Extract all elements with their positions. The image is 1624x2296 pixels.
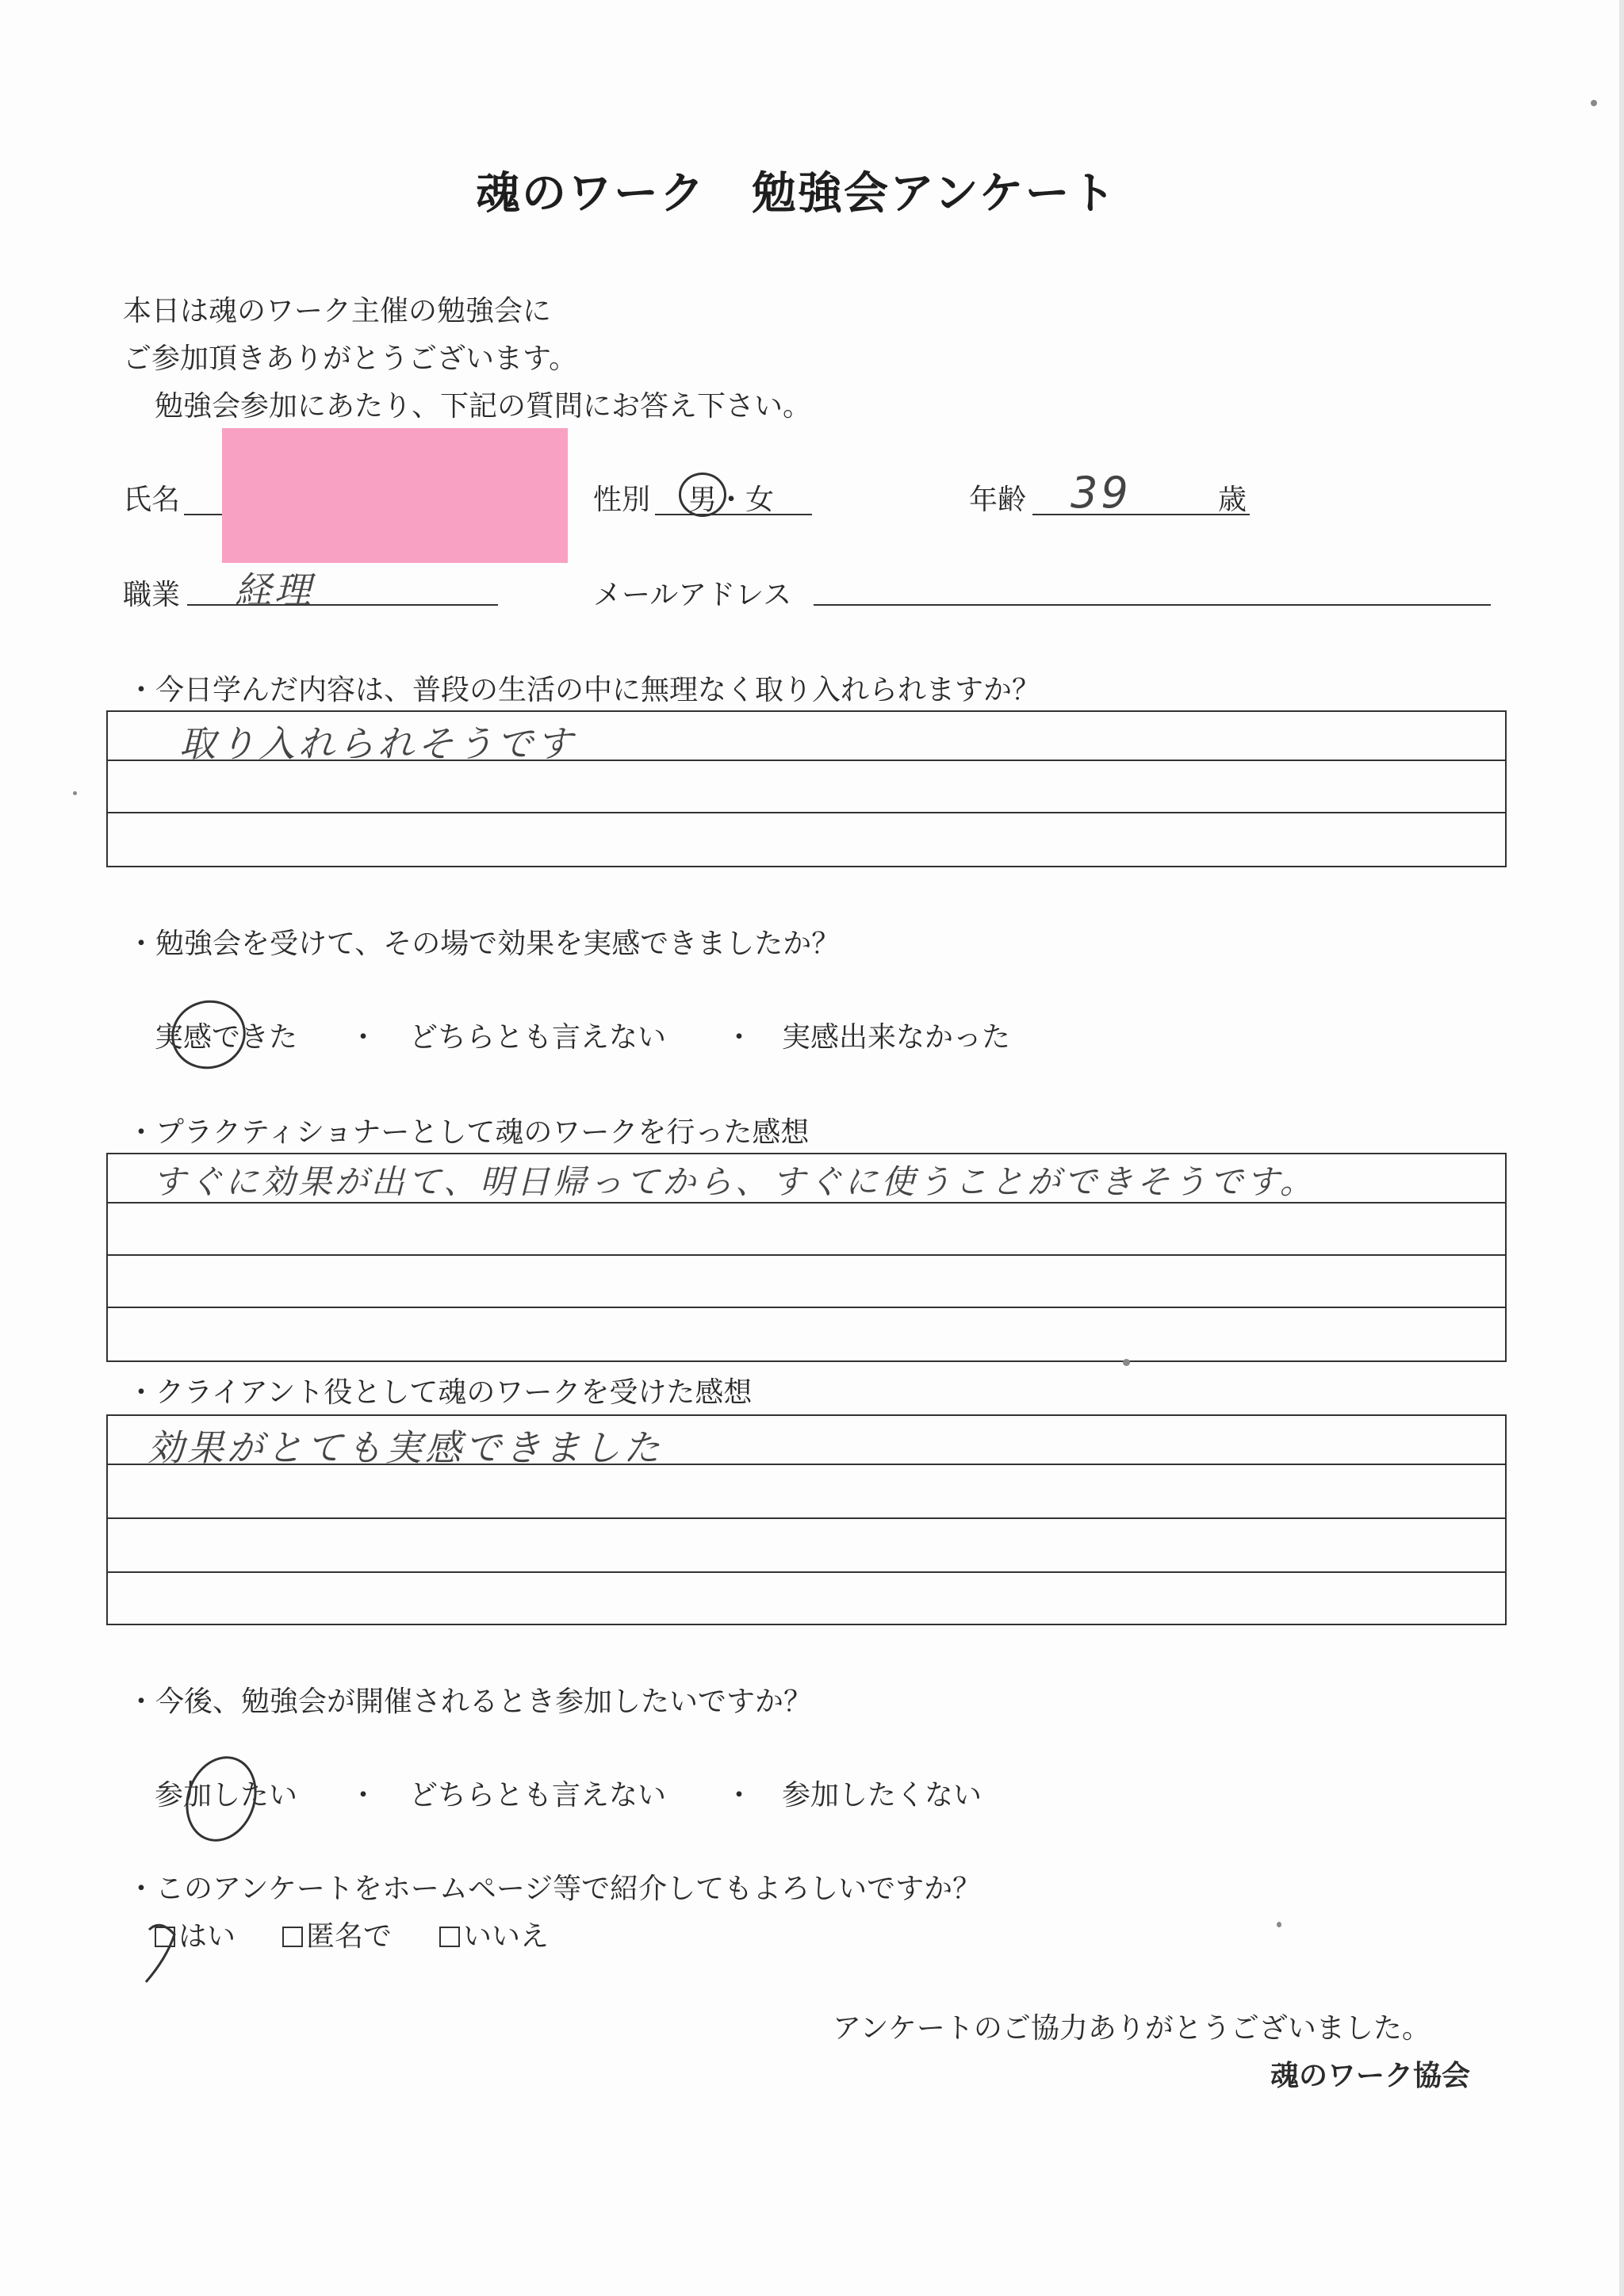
q1-question: ・今日学んだ内容は、普段の生活の中に無理なく取り入れられますか？ [127,674,1041,706]
name-label: 氏名 [123,484,181,516]
q2-option-neutral[interactable]: どちらとも言えない [409,1021,667,1054]
q1-answer-box[interactable] [106,710,1507,867]
q5-separator-1: ・ [349,1779,378,1812]
q2-separator-2: ・ [725,1021,754,1054]
q2-separator-1: ・ [349,1021,378,1054]
gender-options: 男・女 [688,484,775,516]
occupation-value: 経理 [235,568,314,611]
q4-answer: 効果がとても実感できました [147,1426,663,1469]
q3-rule-2 [108,1254,1505,1256]
q6-option-no[interactable] [439,1914,549,1954]
scan-speck [1123,1359,1130,1366]
intro-line-3: 勉強会参加にあたり、下記の質問にお答え下さい。 [155,390,812,423]
gender-label: 性別 [593,484,651,516]
q4-question: ・クライアント役として魂のワークを受けた感想 [127,1376,753,1409]
q4-rule-2 [108,1517,1505,1519]
footer-organization: 魂のワーク協会 [1270,2059,1471,2092]
q6-question: ・このアンケートをホームページ等で紹介してもよろしいですか？ [127,1873,982,1905]
q6-option-anonymous-label: 匿名で [306,1920,393,1953]
q5-option-no[interactable]: 参加したくない [782,1779,982,1812]
age-field[interactable] [1032,514,1250,515]
q6-option-anonymous[interactable] [282,1914,392,1954]
gender-field[interactable] [655,514,812,515]
scan-edge [1619,0,1624,2296]
q5-selection-circle [174,1747,268,1852]
email-label: メールアドレス [593,579,792,611]
q3-question: ・プラクティショナーとして魂のワークを行った感想 [127,1116,810,1149]
scan-speck [1277,1922,1281,1927]
q4-answer-box[interactable] [106,1414,1507,1625]
gender-male-circle [679,473,726,517]
q1-answer: 取り入れられそうです [179,722,576,765]
q5-question: ・今後、勉強会が開催されるとき参加したいですか？ [127,1686,813,1718]
q3-answer: すぐに効果が出て、明日帰ってから、すぐに使うことができそうです。 [152,1162,1316,1201]
q3-answer-box[interactable] [106,1153,1507,1362]
scan-speck [73,791,77,795]
age-label: 年齢 [969,484,1027,516]
scan-speck [1591,100,1597,106]
q6-checkbox-anonymous[interactable] [282,1927,303,1947]
email-field[interactable] [814,604,1491,606]
redaction-block [222,428,568,563]
intro-line-2: ご参加頂きありがとうございます。 [123,342,578,375]
q2-question: ・勉強会を受けて、その場で効果を実感できましたか？ [127,928,841,960]
age-unit: 歳 [1218,484,1247,516]
q5-separator-2: ・ [725,1779,754,1812]
q3-rule-3 [108,1307,1505,1308]
q2-selection-circle [163,992,253,1077]
q2-option-no[interactable]: 実感出来なかった [782,1021,1011,1054]
occupation-label: 職業 [123,579,181,611]
occupation-field[interactable] [187,604,498,606]
q6-check-mark [143,1903,198,1990]
q1-rule-2 [108,812,1505,813]
age-value: 39 [1071,468,1132,518]
q2-option-yes[interactable]: 実感できた [155,1021,298,1054]
page-title: 魂のワーク 勉強会アンケート [476,167,1117,220]
q5-option-yes[interactable]: 参加したい [155,1779,298,1812]
q6-checkbox-no[interactable] [439,1927,460,1947]
intro-line-1: 本日は魂のワーク主催の勉強会に [123,295,552,327]
q5-option-neutral[interactable]: どちらとも言えない [409,1779,667,1812]
q4-rule-3 [108,1571,1505,1573]
q6-option-no-label: いいえ [463,1920,550,1953]
q6-option-yes-label: はい [178,1920,236,1953]
footer-thanks: アンケートのご協力ありがとうございました。 [833,2012,1431,2045]
